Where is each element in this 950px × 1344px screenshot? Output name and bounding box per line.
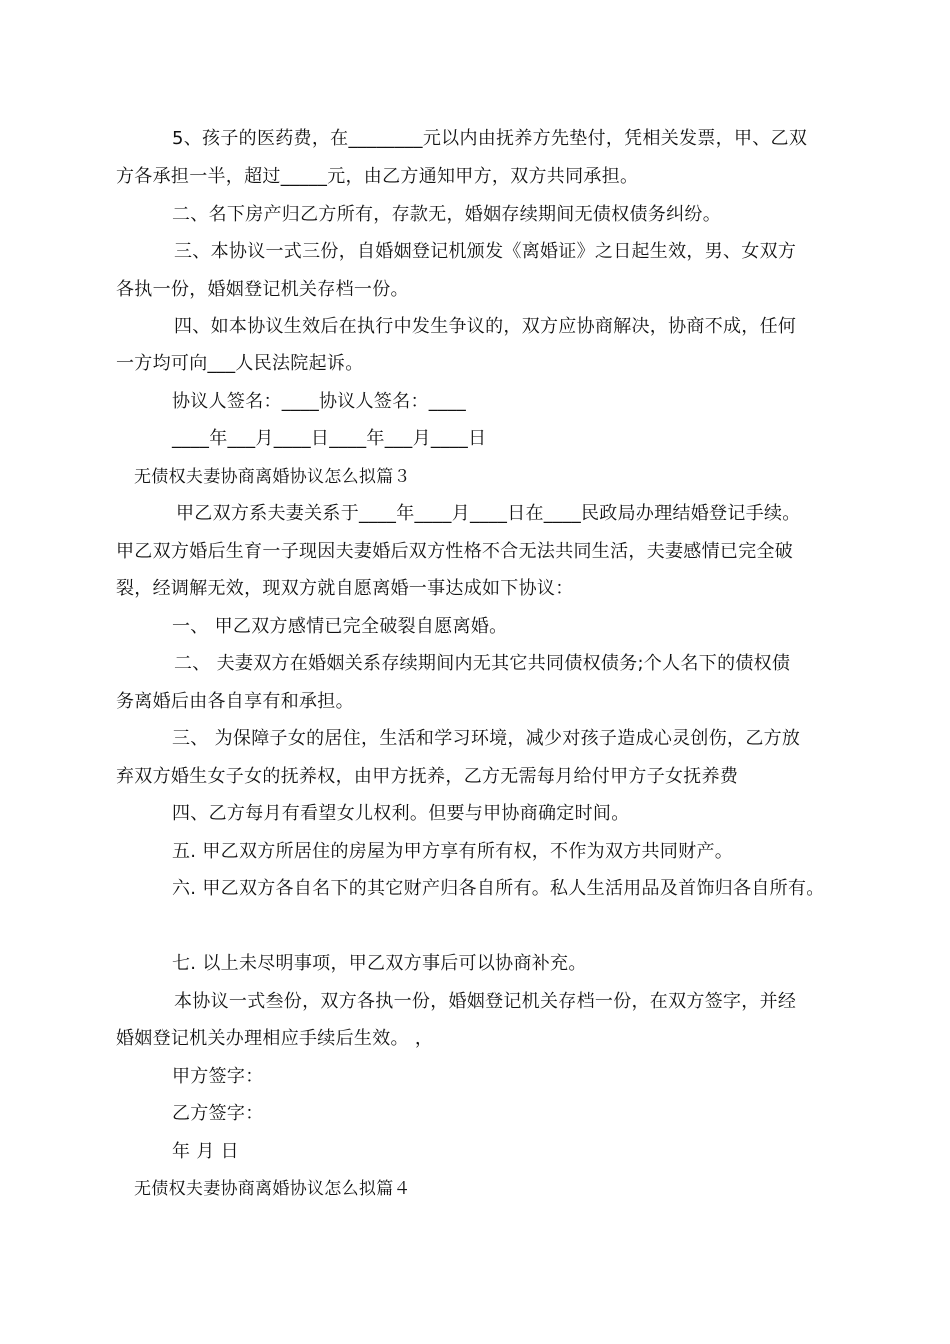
section-heading: 无债权夫妻协商离婚协议怎么拟篇４ (134, 1179, 411, 1199)
paragraph-line: 本协议一式叁份，双方各执一份，婚姻登记机关存档一份，在双方签字，并经 (174, 991, 797, 1012)
party-a-signature: 甲方签字： (172, 1066, 264, 1087)
paragraph-line: 方各承担一半，超过_____元，由乙方通知甲方，双方共同承担。 (116, 166, 639, 187)
paragraph-line: 一方均可向___人民法院起诉。 (116, 353, 364, 374)
paragraph-line: 裂，经调解无效，现双方就自愿离婚一事达成如下协议： (116, 578, 574, 599)
paragraph-line: 二、 夫妻双方在婚姻关系存续期间内无其它共同债权债务;个人名下的债权债 (174, 653, 791, 674)
paragraph-line: 三、 为保障子女的居住，生活和学习环境，减少对孩子造成心灵创伤，乙方放 (172, 728, 801, 749)
paragraph-line: 弃双方婚生女子女的抚养权，由甲方抚养，乙方无需每月给付甲方子女抚养费 (116, 766, 739, 787)
paragraph-line: 一、 甲乙双方感情已完全破裂自愿离婚。 (172, 616, 508, 637)
paragraph-line: 七. 以上未尽明事项，甲乙双方事后可以协商补充。 (172, 953, 587, 974)
paragraph-line: 四、如本协议生效后在执行中发生争议的，双方应协商解决，协商不成，任何 (174, 316, 797, 337)
paragraph-line: 婚姻登记机关办理相应手续后生效。 ， (116, 1028, 434, 1049)
date-line: 年 月 日 (172, 1141, 239, 1162)
paragraph-line: 各执一份，婚姻登记机关存档一份。 (116, 279, 409, 300)
paragraph-line: 5、孩子的医药费，在________元以内由抚养方先垫付，凭相关发票，甲、乙双 (172, 128, 808, 149)
paragraph-line: 三、本协议一式三份，自婚姻登记机颁发《离婚证》之日起生效，男、女双方 (174, 241, 797, 262)
paragraph-line: 四、乙方每月有看望女儿权利。但要与甲协商确定时间。 (172, 803, 630, 824)
section-heading: 无债权夫妻协商离婚协议怎么拟篇３ (134, 467, 411, 487)
paragraph-line: 五. 甲乙双方所居住的房屋为甲方享有所有权，不作为双方共同财产。 (172, 841, 734, 862)
paragraph-line: 二、名下房产归乙方所有，存款无，婚姻存续期间无债权债务纠纷。 (172, 204, 721, 225)
signature-line: 协议人签名：____协议人签名：____ (172, 391, 466, 412)
paragraph-line: 甲乙双方婚后生育一子现因夫妻婚后双方性格不合无法共同生活，夫妻感情已完全破 (116, 541, 794, 562)
paragraph-line: 甲乙双方系夫妻关系于____年____月____日在____民政局办理结婚登记手续。 (176, 503, 801, 524)
date-line: ____年___月____日____年___月____日 (172, 428, 487, 449)
paragraph-line: 务离婚后由各自享有和承担。 (116, 691, 354, 712)
party-b-signature: 乙方签字： (172, 1103, 264, 1124)
paragraph-line: 六. 甲乙双方各自名下的其它财产归各自所有。私人生活用品及首饰归各自所有。 (172, 878, 825, 899)
